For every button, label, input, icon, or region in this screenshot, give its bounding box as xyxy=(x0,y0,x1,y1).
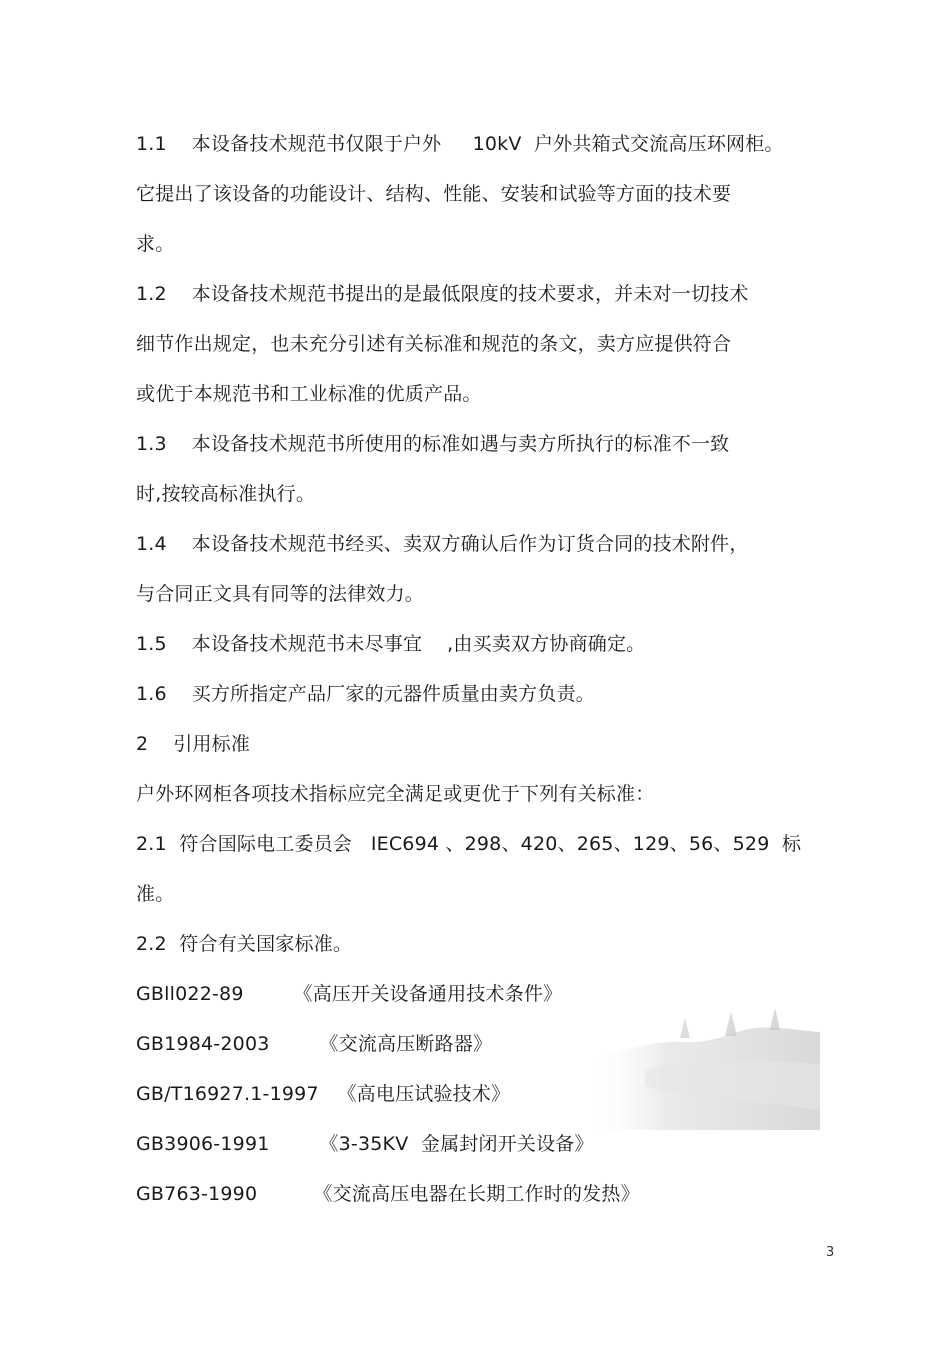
text-line: 户外环网柜各项技术指标应完全满足或更优于下列有关标准： xyxy=(136,783,655,805)
standard-entry: GBll022-89 《高压开关设备通用技术条件》 xyxy=(136,983,563,1005)
landscape-watermark-image xyxy=(585,1000,820,1130)
standard-entry: GB/T16927.1-1997 《高电压试验技术》 xyxy=(136,1083,511,1105)
standard-entry: GB3906-1991 《3-35KV 金属封闭开关设备》 xyxy=(136,1133,594,1155)
text-line: 2.1 符合国际电工委员会 IEC694 、298、420、265、129、56、529 标 xyxy=(136,833,802,855)
text-line: 1.4 本设备技术规范书经买、卖双方确认后作为订货合同的技术附件， xyxy=(136,533,749,555)
standard-entry: GB1984-2003 《交流高压断路器》 xyxy=(136,1033,493,1055)
text-line: 时,按较高标准执行。 xyxy=(136,483,316,505)
text-line: 1.3 本设备技术规范书所使用的标准如遇与卖方所执行的标准不一致 xyxy=(136,433,730,455)
text-line: 2.2 符合有关国家标准。 xyxy=(136,933,353,955)
text-line: 或优于本规范书和工业标准的优质产品。 xyxy=(136,383,482,405)
text-line: 与合同正文具有同等的法律效力。 xyxy=(136,583,425,605)
text-line: 它提出了该设备的功能设计、结构、性能、安装和试验等方面的技术要 xyxy=(136,183,732,205)
text-line: 准。 xyxy=(136,883,175,905)
section-heading: 2 引用标准 xyxy=(136,733,251,755)
text-line: 1.2 本设备技术规范书提出的是最低限度的技术要求，并未对一切技术 xyxy=(136,283,749,305)
standard-entry: GB763-1990 《交流高压电器在长期工作时的发热》 xyxy=(136,1183,640,1205)
page-number: 3 xyxy=(826,1245,835,1260)
text-line: 1.1 本设备技术规范书仅限于户外 10kV 户外共箱式交流高压环网柜。 xyxy=(136,133,784,155)
text-line: 求。 xyxy=(136,233,175,255)
text-line: 1.5 本设备技术规范书未尽事宜 ,由买卖双方协商确定。 xyxy=(136,633,646,655)
text-line: 细节作出规定，也未充分引述有关标准和规范的条文，卖方应提供符合 xyxy=(136,333,732,355)
text-line: 1.6 买方所指定产品厂家的元器件质量由卖方负责。 xyxy=(136,683,595,705)
